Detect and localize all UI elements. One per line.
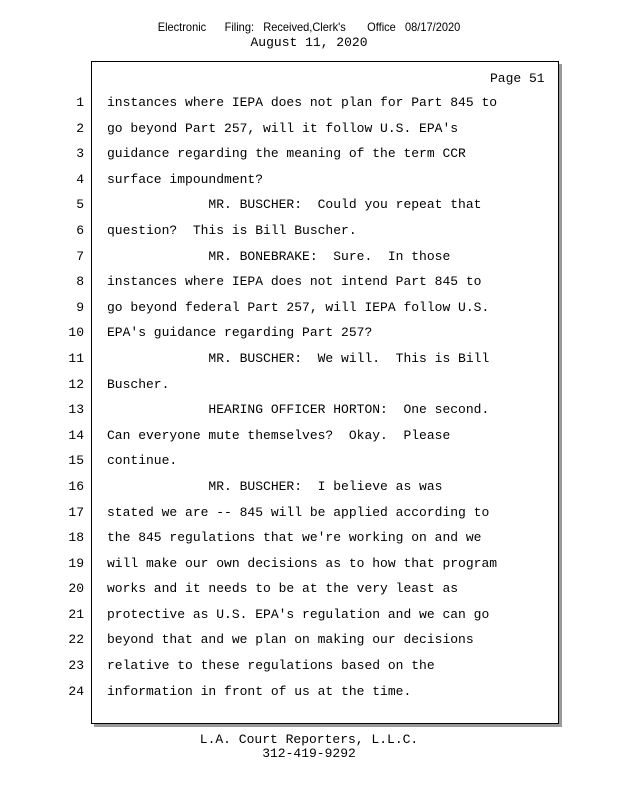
hearing-date: August 11, 2020: [250, 35, 368, 50]
line-number: 3: [76, 146, 84, 162]
transcript-line: [0, 372, 618, 398]
line-text: works and it needs to be at the very least as: [107, 581, 459, 597]
line-number: 20: [68, 581, 84, 597]
transcript-line: [0, 397, 618, 423]
line-text: MR. BUSCHER: Could you repeat that: [107, 197, 482, 213]
line-text: surface impoundment?: [107, 171, 264, 187]
transcript-line: [0, 679, 618, 705]
transcript-line: [0, 192, 618, 218]
transcript-line: [0, 627, 618, 653]
transcript-line: [0, 141, 618, 167]
line-number: 23: [68, 658, 84, 674]
line-number: 11: [68, 350, 84, 366]
line-text: stated we are -- 845 will be applied according to: [107, 504, 490, 520]
transcript-line: [0, 551, 618, 577]
line-number: 4: [76, 171, 84, 187]
transcript-line: [0, 295, 618, 321]
line-text: guidance regarding the meaning of the term CCR: [107, 146, 466, 162]
transcript-line: [0, 346, 618, 372]
line-text: instances where IEPA does not plan for Part 845 to: [107, 95, 498, 110]
line-number: 19: [68, 555, 84, 571]
line-text: information in front of us at the time.: [107, 683, 412, 699]
line-number: 8: [76, 274, 84, 290]
transcript-line: [0, 269, 618, 295]
transcript-line: [0, 423, 618, 449]
line-number: 14: [68, 427, 84, 443]
line-text: go beyond federal Part 257, will IEPA follow U.S.: [107, 299, 490, 315]
line-number: 12: [68, 376, 84, 392]
line-text: question? This is Bill Buscher.: [107, 222, 357, 238]
transcript-line: [0, 116, 618, 142]
line-text: beyond that and we plan on making our decisions: [107, 632, 474, 648]
footer-company: L.A. Court Reporters, L.L.C.: [199, 732, 419, 747]
transcript-line: [0, 525, 618, 551]
transcript-line: [0, 500, 618, 526]
transcript-line: [0, 653, 618, 679]
line-number: 1: [76, 95, 84, 110]
line-number: 24: [68, 683, 84, 699]
line-text: HEARING OFFICER HORTON: One second.: [107, 402, 490, 418]
line-number: 22: [68, 632, 84, 648]
transcript-line: [0, 167, 618, 193]
transcript-line: [0, 602, 618, 628]
line-text: instances where IEPA does not intend Part 845 to: [107, 274, 482, 290]
line-number: 7: [76, 248, 84, 264]
line-text: the 845 regulations that we're working on and we: [107, 530, 482, 546]
line-text: protective as U.S. EPA's regulation and we can go: [107, 606, 490, 622]
line-number: 10: [68, 325, 84, 341]
line-number: 18: [68, 530, 84, 546]
line-number: 17: [68, 504, 84, 520]
footer-phone: 312-419-9292: [262, 746, 356, 761]
line-text: MR. BUSCHER: I believe as was: [107, 478, 443, 494]
page-number: Page 51: [490, 71, 545, 86]
line-text: Can everyone mute themselves? Okay. Please: [107, 427, 451, 443]
line-number: 9: [76, 299, 84, 315]
line-number: 6: [76, 222, 84, 238]
line-text: will make our own decisions as to how that program: [107, 555, 498, 571]
transcript-line: [0, 320, 618, 346]
line-number: 13: [68, 402, 84, 418]
line-text: EPA's guidance regarding Part 257?: [107, 325, 373, 341]
line-text: relative to these regulations based on the: [107, 658, 435, 674]
line-number: 5: [76, 197, 84, 213]
transcript-body: [0, 90, 618, 704]
line-text: Buscher.: [107, 376, 170, 392]
line-text: MR. BONEBRAKE: Sure. In those: [107, 248, 451, 264]
transcript-line: [0, 576, 618, 602]
line-text: MR. BUSCHER: We will. This is Bill: [107, 350, 490, 366]
line-number: 16: [68, 478, 84, 494]
transcript-line: [0, 218, 618, 244]
line-number: 21: [68, 606, 84, 622]
transcript-line: [0, 244, 618, 270]
line-number: 15: [68, 453, 84, 469]
line-text: continue.: [107, 453, 178, 469]
line-text: go beyond Part 257, will it follow U.S. EPA's: [107, 120, 459, 136]
transcript-line: [0, 448, 618, 474]
transcript-line: [0, 90, 618, 116]
transcript-line: [0, 474, 618, 500]
line-number: 2: [76, 120, 84, 136]
filing-stamp: Electronic Filing: Received,Clerk's Office 08/17/2020: [157, 20, 461, 34]
